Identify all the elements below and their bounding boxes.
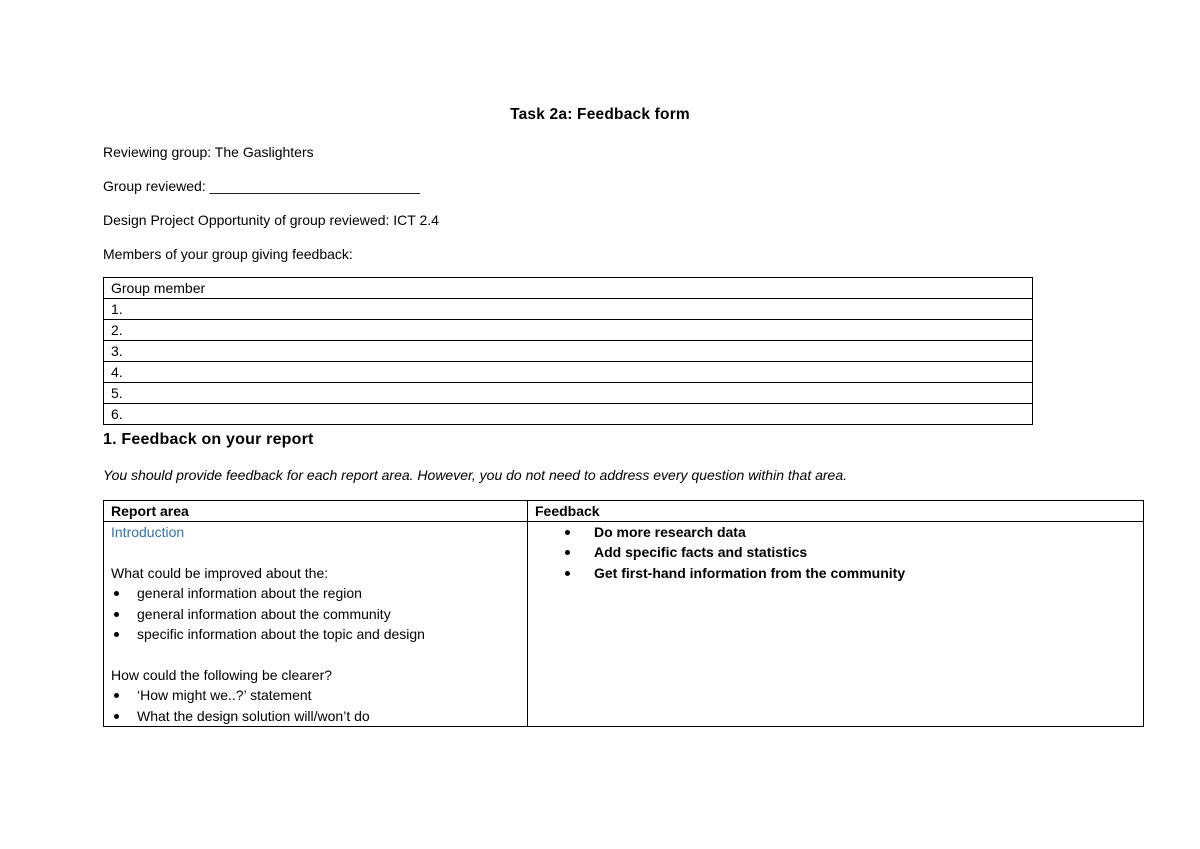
members-table-header: Group member [104,278,1033,299]
list-item: general information about the region [111,583,520,603]
table-row [104,299,1033,320]
section-heading: 1. Feedback on your report [103,431,314,448]
table-row [104,341,1033,362]
members-table [103,277,1033,425]
table-row [104,278,1033,299]
table-row [104,501,1144,522]
feedback-list [535,522,1136,583]
member-cell-1[interactable]: 1. [104,299,1033,320]
list-item: Add specific facts and statistics [587,542,1136,562]
report-area-cell [104,522,528,727]
group-reviewed: Group reviewed: ___________________________ [103,178,420,194]
list-item: general information about the community [111,604,520,624]
table-row [104,522,1144,727]
section-instruction: You should provide feedback for each report area. However, you do not need to address every question within that area. [103,467,848,483]
table-row [104,383,1033,404]
table-row [104,362,1033,383]
question-improve: What could be improved about the: [111,564,329,581]
question-clearer: How could the following be clearer? [111,666,333,683]
feedback-cell[interactable] [528,522,1144,727]
reviewing-group: Reviewing group: The Gaslighters [103,144,314,160]
members-label: Members of your group giving feedback: [103,246,353,262]
list-item: ‘How might we..?’ statement [111,685,520,705]
member-cell-5[interactable]: 5. [104,383,1033,404]
feedback-table [103,500,1144,727]
feedback-header: Feedback [528,501,1144,522]
clearer-list [111,685,520,726]
list-item: Get first-hand information from the community [587,563,1136,583]
member-cell-2[interactable]: 2. [104,320,1033,341]
report-area-header: Report area [104,501,528,522]
member-cell-6[interactable]: 6. [104,404,1033,425]
member-cell-4[interactable]: 4. [104,362,1033,383]
list-item: What the design solution will/won’t do [111,706,520,726]
table-row [104,404,1033,425]
list-item: specific information about the topic and design [111,624,520,644]
design-project-opportunity: Design Project Opportunity of group reviewed: ICT 2.4 [103,212,439,228]
area-title-introduction: Introduction [111,524,185,540]
page-title: Task 2a: Feedback form [510,106,690,123]
table-row [104,320,1033,341]
list-item: Do more research data [587,522,1136,542]
improve-list [111,583,520,644]
member-cell-3[interactable]: 3. [104,341,1033,362]
